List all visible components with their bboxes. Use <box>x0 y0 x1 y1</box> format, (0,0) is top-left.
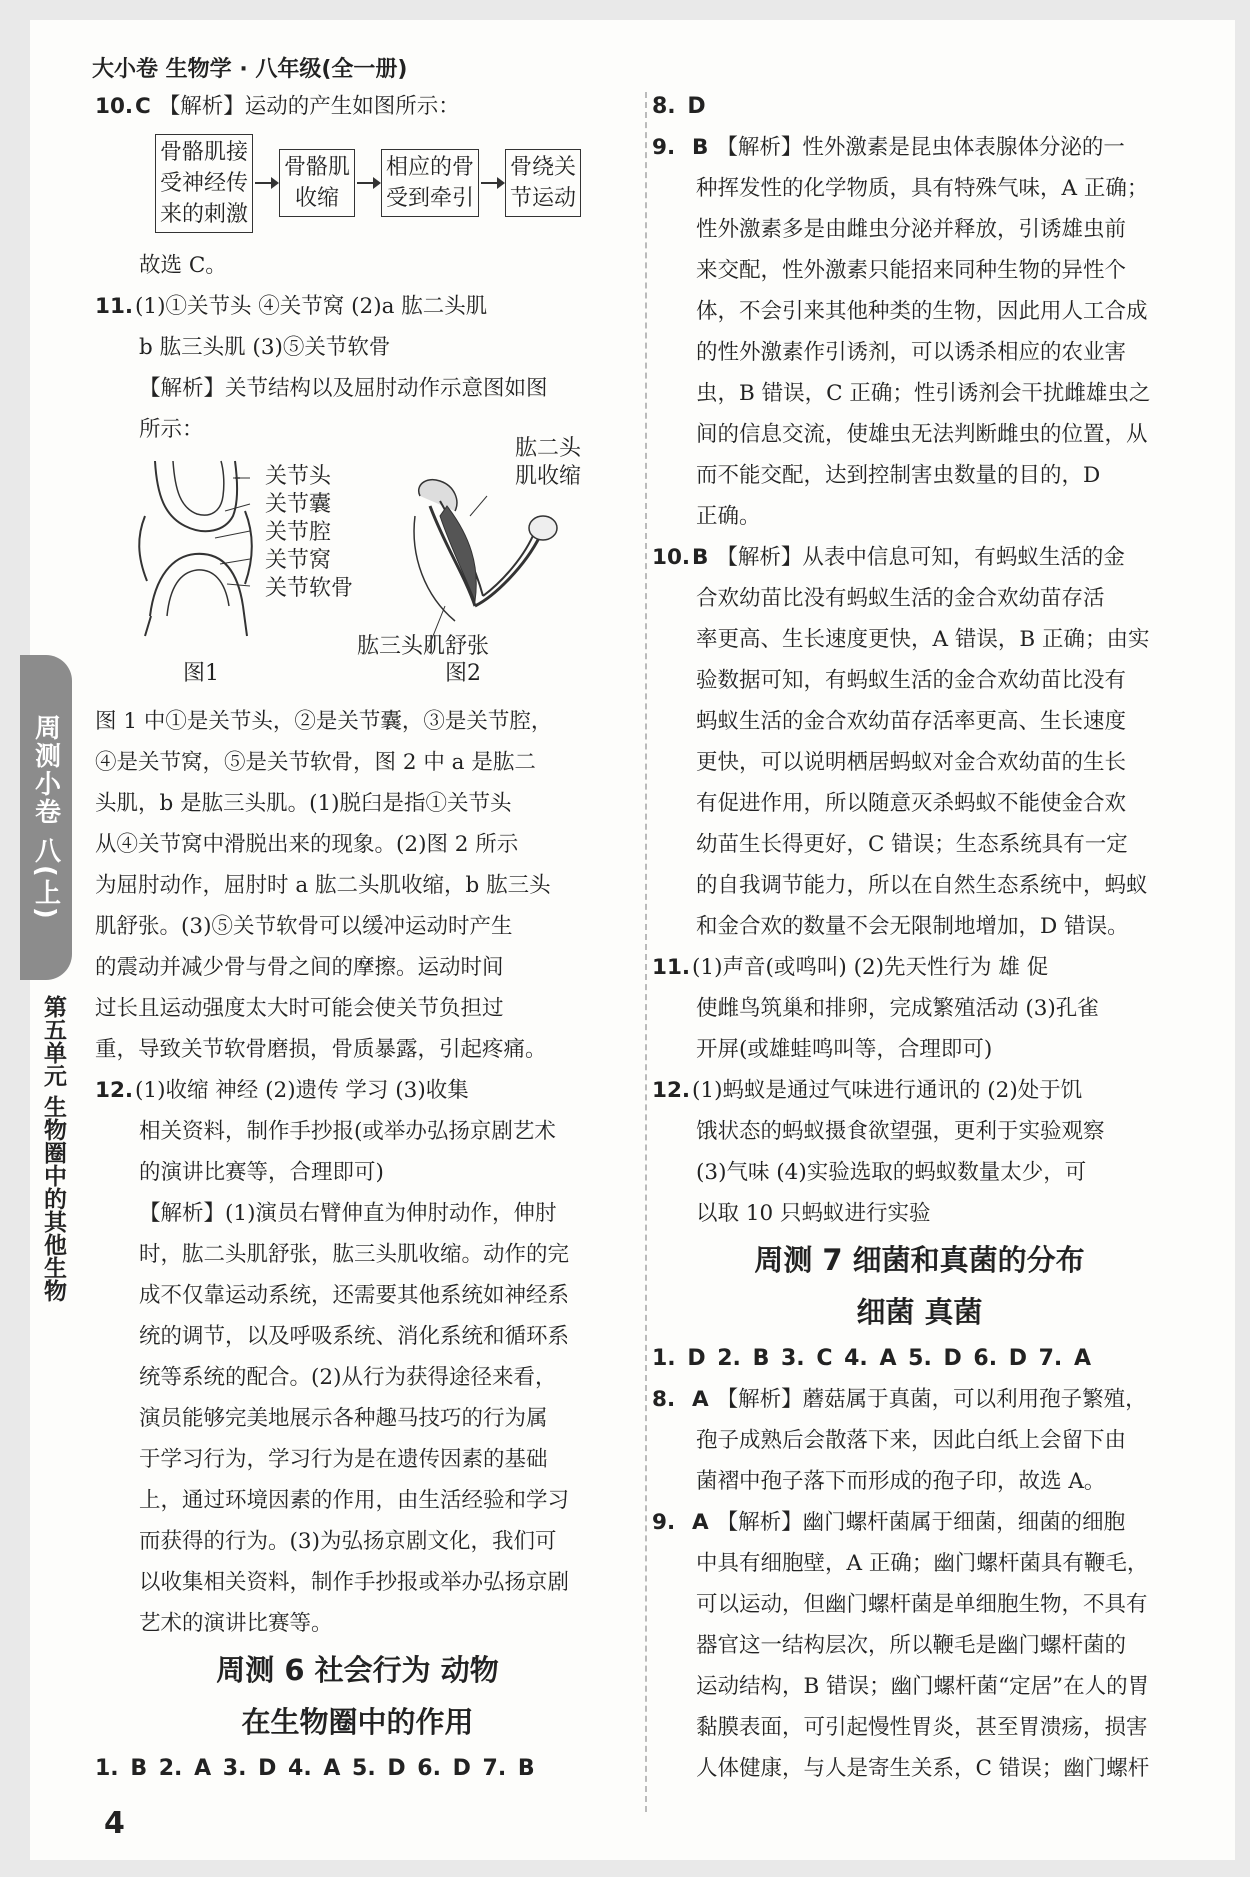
text-line: 验数据可知，有蚂蚁生活的金合欢幼苗比没有 <box>696 668 1127 693</box>
right-q9: 9. B 【解析】性外激素是昆虫体表腺体分泌的一 <box>652 135 1125 160</box>
text-line: 【解析】关节结构以及屈肘动作示意图如图 <box>139 376 548 401</box>
text-line: 更快，可以说明栖居蚂蚁对金合欢幼苗的生长 <box>696 750 1127 775</box>
flow-step: 骨绕关节运动 <box>505 149 581 217</box>
text-line: 的自我调节能力，所以在自然生态系统中，蚂蚁 <box>696 873 1148 898</box>
text-line: 图 1 中①是关节头，②是关节囊，③是关节腔， <box>95 709 553 734</box>
section-6-mc-answers: 1. B 2. A 3. D 4. A 5. D 6. D 7. B <box>95 1756 535 1781</box>
fig1-caption: 图1 <box>183 661 219 686</box>
text-line: 从④关节窝中滑脱出来的现象。(2)图 2 所示 <box>95 832 519 857</box>
section-7-subtitle: 细菌 真菌 <box>856 1295 983 1329</box>
right-q9b: 9. A 【解析】幽门螺杆菌属于细菌，细菌的细胞 <box>652 1510 1126 1535</box>
text-line: 中具有细胞壁，A 正确；幽门螺杆菌具有鞭毛， <box>696 1551 1149 1576</box>
text-line: 运动结构，B 错误；幽门螺杆菌“定居”在人的胃 <box>696 1674 1150 1699</box>
text-line: 和金合欢的数量不会无限制地增加，D 错误。 <box>696 914 1129 939</box>
text-line: 菌褶中孢子落下而形成的孢子印，故选 A。 <box>696 1469 1106 1494</box>
left-q10-end: 故选 C。 <box>139 253 227 278</box>
section-7-mc-answers: 1. D 2. B 3. C 4. A 5. D 6. D 7. A <box>652 1346 1091 1371</box>
text-line: 重，导致关节软骨磨损，骨质暴露，引起疼痛。 <box>95 1037 547 1062</box>
flow-arrow <box>255 182 277 184</box>
text-line: 器官这一结构层次，所以鞭毛是幽门螺杆菌的 <box>696 1633 1127 1658</box>
fig1-label: 关节囊 <box>265 492 332 517</box>
text-line: 合欢幼苗比没有蚂蚁生活的金合欢幼苗存活 <box>696 586 1105 611</box>
text-line: 时，肱二头肌舒张，肱三头肌收缩。动作的完 <box>139 1242 570 1267</box>
text-line: 的震动并减少骨与骨之间的摩擦。运动时间 <box>95 955 504 980</box>
text-line: 以收集相关资料，制作手抄报或举办弘扬京剧 <box>139 1570 570 1595</box>
text-line: 的演讲比赛等，合理即可) <box>139 1160 384 1185</box>
right-column <box>652 86 1187 1789</box>
text-line: 虫，B 错误，C 正确；性引诱剂会干扰雌雄虫之 <box>696 381 1151 406</box>
page-number: 4 <box>104 1806 125 1841</box>
flow-step: 骨骼肌收缩 <box>279 149 355 217</box>
right-q11: 11.(1)声音(或鸣叫) (2)先天性行为 雄 促 <box>652 955 1049 980</box>
motion-flow-diagram <box>155 131 620 235</box>
text-line: 而获得的行为。(3)为弘扬京剧文化，我们可 <box>139 1529 557 1554</box>
left-column <box>95 86 620 1789</box>
right-q8: 8. D <box>652 94 706 119</box>
right-q10: 10.B 【解析】从表中信息可知，有蚂蚁生活的金 <box>652 545 1125 570</box>
right-q8b: 8. A 【解析】蘑菇属于真菌，可以利用孢子繁殖， <box>652 1387 1147 1412</box>
text-line: 为屈肘动作，屈肘时 a 肱二头肌收缩，b 肱三头 <box>95 873 551 898</box>
text-line: 饿状态的蚂蚁摄食欲望强，更利于实验观察 <box>696 1119 1105 1144</box>
text-line: 统的调节，以及呼吸系统、消化系统和循环系 <box>139 1324 570 1349</box>
text-line: 成不仅靠运动系统，还需要其他系统如神经系 <box>139 1283 570 1308</box>
text-line: 过长且运动强度太大时可能会使关节负担过 <box>95 996 504 1021</box>
column-divider <box>645 92 647 1812</box>
text-line: 演员能够完美地展示各种趣马技巧的行为属 <box>139 1406 548 1431</box>
joint-figures <box>115 436 620 701</box>
text-line: 上，通过环境因素的作用，由生活经验和学习 <box>139 1488 570 1513</box>
side-tab <box>20 655 72 980</box>
side-unit-label: 第五单元 生物圈中的其他生物 <box>40 995 66 1303</box>
text-line: 正确。 <box>696 504 761 529</box>
text-line: 率更高、生长速度更快，A 错误，B 正确；由实 <box>696 627 1150 652</box>
text-line: 体，不会引来其他种类的生物，因此用人工合成 <box>696 299 1148 324</box>
text-line: 的性外激素作引诱剂，可以诱杀相应的农业害 <box>696 340 1127 365</box>
flow-arrow <box>357 182 379 184</box>
text-line: 性外激素多是由雌虫分泌并释放，引诱雄虫前 <box>696 217 1127 242</box>
fig1-label: 关节腔 <box>265 520 332 545</box>
text-line: ④是关节窝，⑤是关节软骨，图 2 中 a 是肱二 <box>95 750 536 775</box>
flow-step: 骨骼肌接受神经传来的刺激 <box>155 134 253 233</box>
fig1-label: 关节软骨 <box>265 576 354 601</box>
text-line: 有促进作用，所以随意灭杀蚂蚁不能使金合欢 <box>696 791 1127 816</box>
fig2-label-top: 肱二头 <box>515 436 582 461</box>
text-line: b 肱三头肌 (3)⑤关节软骨 <box>139 335 391 360</box>
left-q10: 10.C 【解析】运动的产生如图所示： <box>95 94 460 119</box>
page-header: 大小卷 生物学 · 八年级(全一册) <box>92 57 408 82</box>
fig1-label: 关节头 <box>265 464 332 489</box>
text-line: 开屏(或雄蛙鸣叫等，合理即可) <box>696 1037 993 1062</box>
text-line: 使雌鸟筑巢和排卵，完成繁殖活动 (3)孔雀 <box>696 996 1099 1021</box>
text-line: 相关资料，制作手抄报(或举办弘扬京剧艺术 <box>139 1119 556 1144</box>
side-tab-label: 周测小卷 八(上) <box>30 714 61 921</box>
text-line: 以取 10 只蚂蚁进行实验 <box>696 1201 931 1226</box>
fig2-label-top: 肌收缩 <box>515 464 582 489</box>
text-line: 黏膜表面，可引起慢性胃炎，甚至胃溃疡，损害 <box>696 1715 1148 1740</box>
text-line: 所示： <box>139 417 204 442</box>
text-line: 可以运动，但幽门螺杆菌是单细胞生物，不具有 <box>696 1592 1148 1617</box>
text-line: 间的信息交流，使雄虫无法判断雌虫的位置，从 <box>696 422 1148 447</box>
text-line: 头肌，b 是肱三头肌。(1)脱臼是指①关节头 <box>95 791 512 816</box>
left-q11: 11.(1)①关节头 ④关节窝 (2)a 肱二头肌 <box>95 294 488 319</box>
fig2-label-bottom: 肱三头肌舒张 <box>357 634 490 659</box>
right-q12: 12.(1)蚂蚁是通过气味进行通讯的 (2)处于饥 <box>652 1078 1083 1103</box>
text-line: 种挥发性的化学物质，具有特殊气味，A 正确； <box>696 176 1149 201</box>
fig1-label: 关节窝 <box>265 548 332 573</box>
text-line: 于学习行为，学习行为是在遗传因素的基础 <box>139 1447 548 1472</box>
text-line: 艺术的演讲比赛等。 <box>139 1611 333 1636</box>
text-line: (3)气味 (4)实验选取的蚂蚁数量太少，可 <box>696 1160 1087 1185</box>
fig2-caption: 图2 <box>445 661 481 686</box>
text-line: 【解析】(1)演员右臂伸直为伸肘动作，伸肘 <box>139 1201 557 1226</box>
text-line: 蚂蚁生活的金合欢幼苗存活率更高、生长速度 <box>696 709 1127 734</box>
left-q12: 12.(1)收缩 神经 (2)遗传 学习 (3)收集 <box>95 1078 469 1103</box>
text-line: 人体健康，与人是寄生关系，C 错误；幽门螺杆 <box>696 1756 1150 1781</box>
text-line: 而不能交配，达到控制害虫数量的目的，D <box>696 463 1101 488</box>
text-line: 肌舒张。(3)⑤关节软骨可以缓冲运动时产生 <box>95 914 513 939</box>
flow-arrow <box>481 182 503 184</box>
section-6-subtitle: 在生物圈中的作用 <box>241 1705 474 1739</box>
text-line: 来交配，性外激素只能招来同种生物的异性个 <box>696 258 1127 283</box>
text-line: 孢子成熟后会散落下来，因此白纸上会留下由 <box>696 1428 1127 1453</box>
section-7-title: 周测 7 细菌和真菌的分布 <box>754 1243 1085 1277</box>
text-line: 幼苗生长得更好，C 错误；生态系统具有一定 <box>696 832 1128 857</box>
text-line: 统等系统的配合。(2)从行为获得途径来看， <box>139 1365 557 1390</box>
flow-step: 相应的骨受到牵引 <box>381 149 479 217</box>
section-6-title: 周测 6 社会行为 动物 <box>216 1653 499 1687</box>
